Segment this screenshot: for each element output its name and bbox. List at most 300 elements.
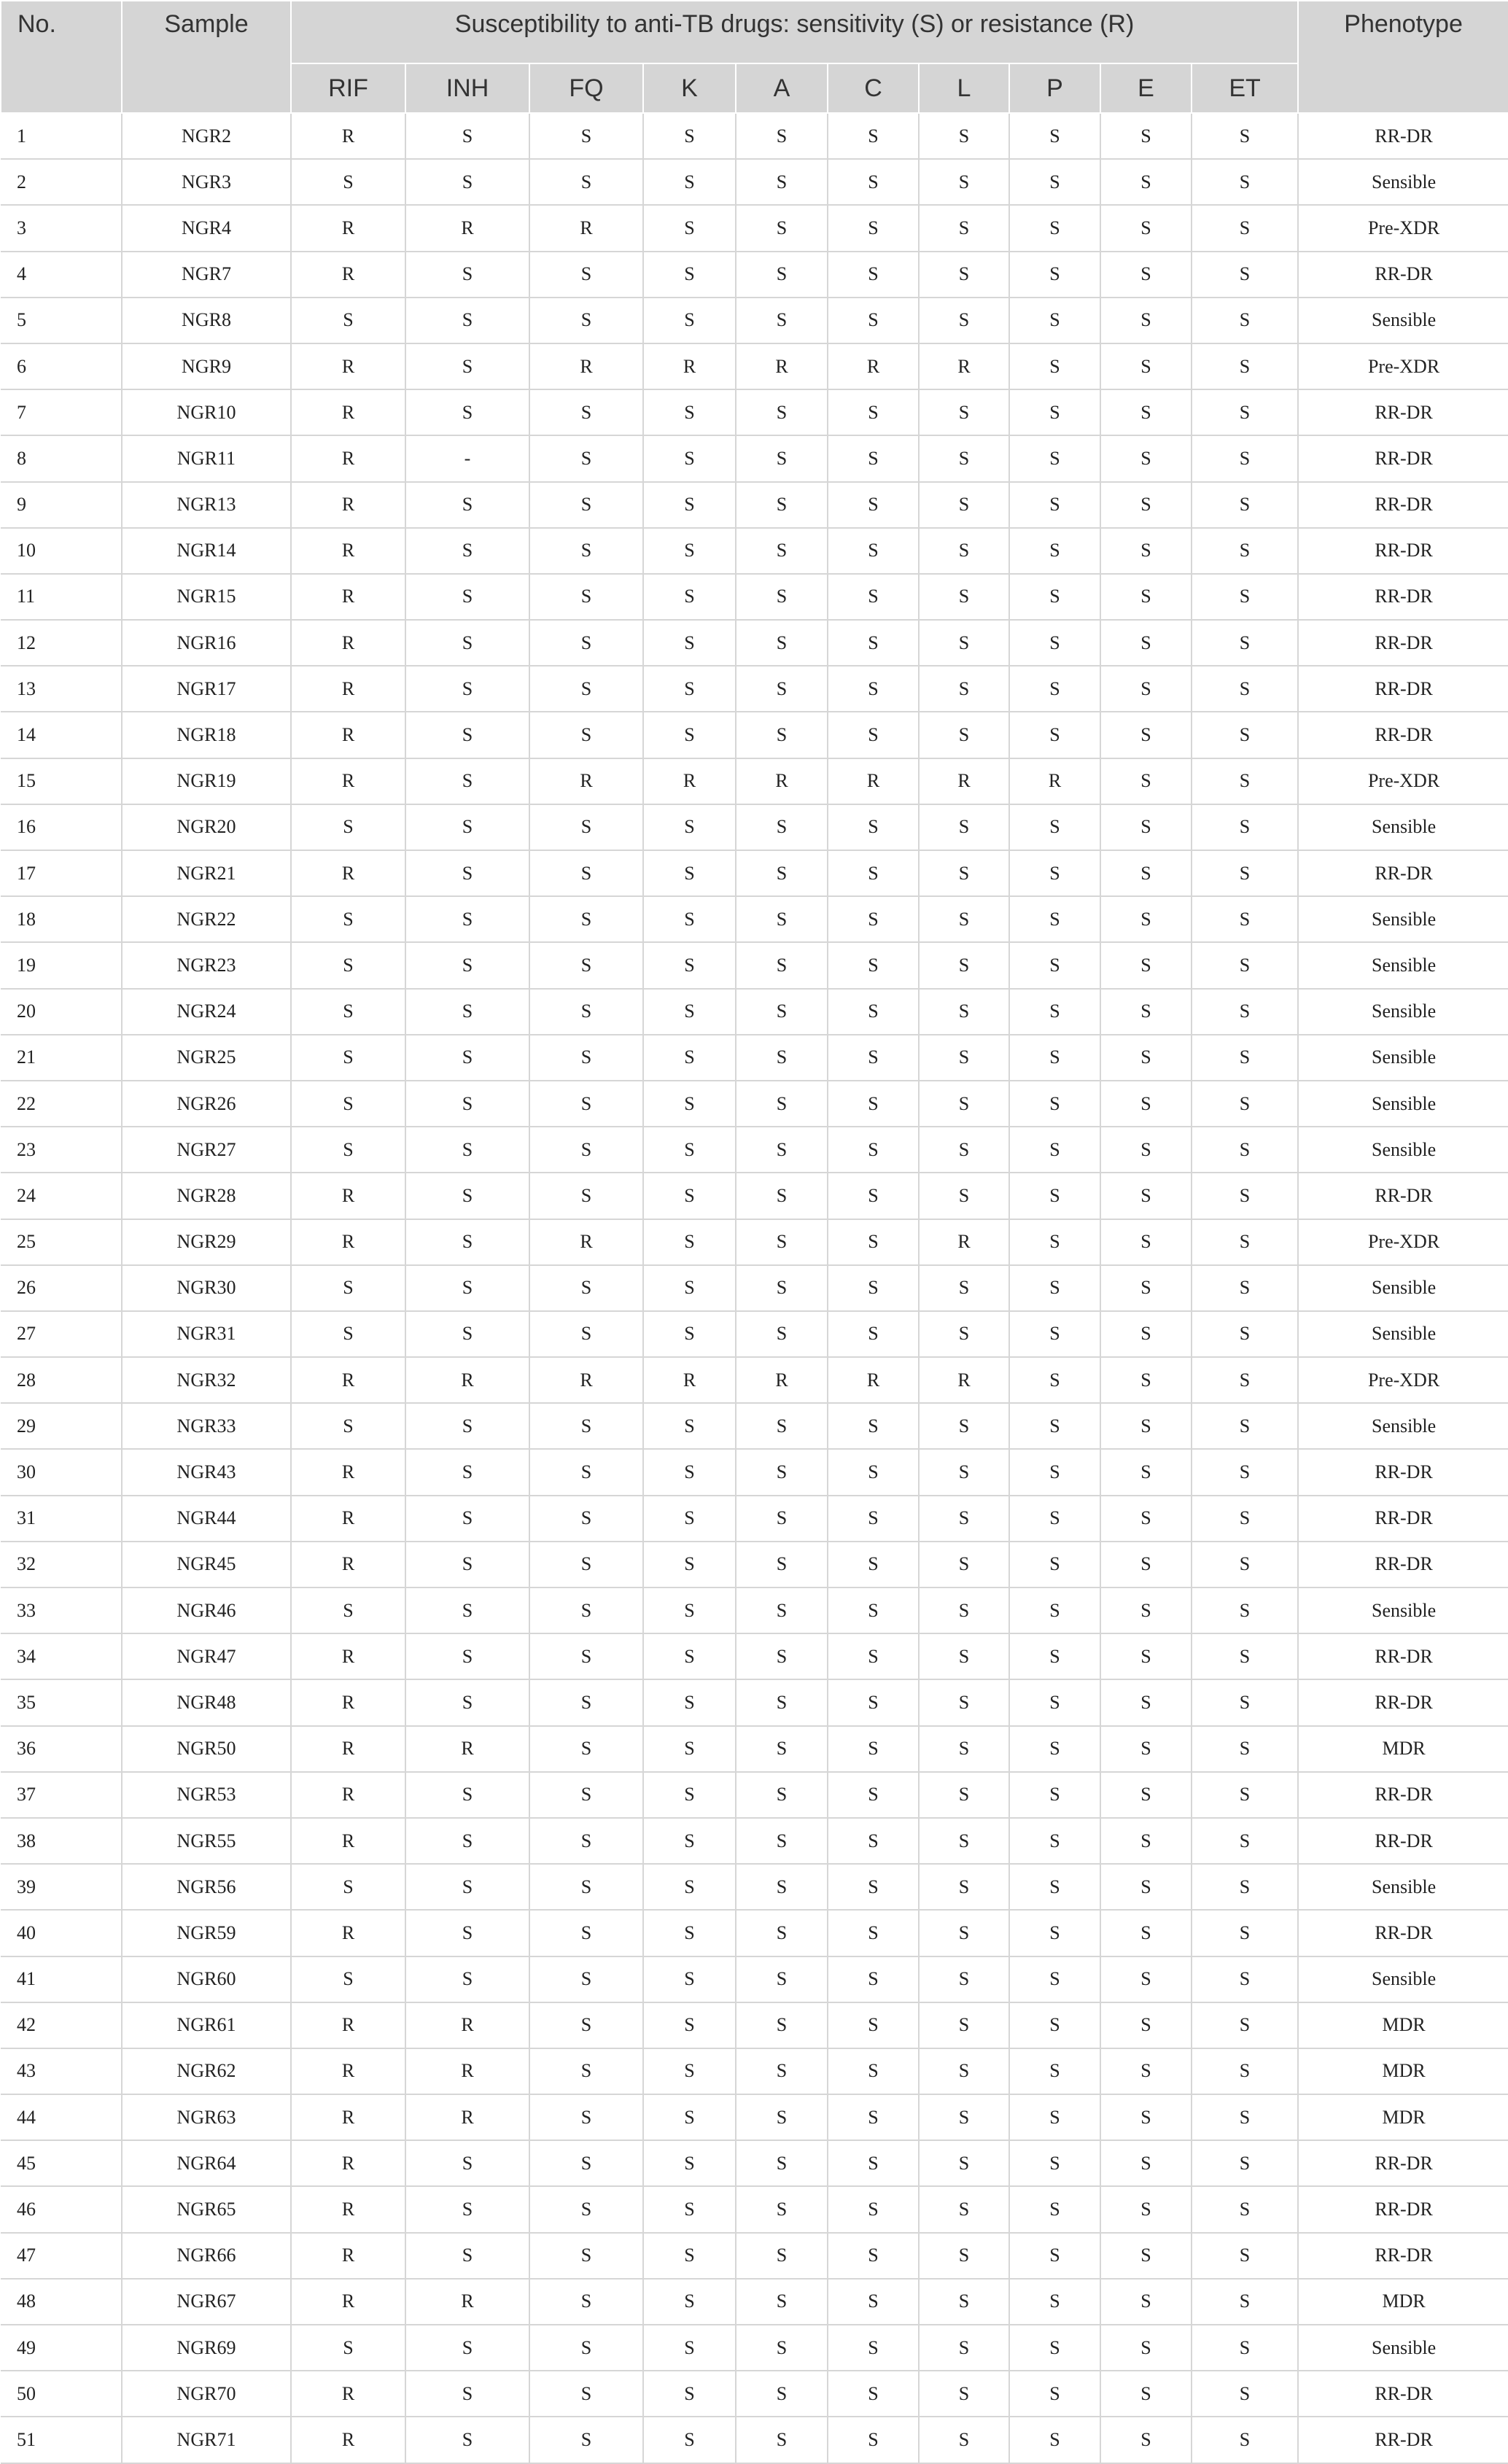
cell-et: S [1192,1035,1298,1081]
cell-inh: R [405,2002,529,2048]
cell-fq: S [529,2325,643,2371]
cell-phenotype: RR-DR [1298,2417,1508,2463]
cell-inh: R [405,2094,529,2140]
cell-fq: S [529,2279,643,2325]
cell-fq: S [529,2417,643,2463]
cell-k: S [643,1219,736,1265]
cell-l: S [919,1587,1009,1633]
table-row [1,1772,1508,1818]
table-row [1,1956,1508,2002]
cell-p: S [1009,252,1100,298]
cell-c: S [828,2186,919,2232]
cell-p: S [1009,1496,1100,1542]
cell-no: 42 [1,2002,122,2048]
cell-e: S [1100,1496,1192,1542]
cell-e: S [1100,1910,1192,1956]
cell-p: S [1009,113,1100,159]
cell-phenotype: Sensible [1298,1956,1508,2002]
cell-et: S [1192,804,1298,850]
cell-a: S [736,1403,828,1449]
cell-p: S [1009,298,1100,343]
cell-rif: S [291,1081,405,1127]
cell-k: S [643,1542,736,1587]
cell-phenotype: Sensible [1298,159,1508,205]
cell-et: S [1192,2371,1298,2417]
cell-p: S [1009,435,1100,481]
cell-k: S [643,1726,736,1772]
cell-a: S [736,1219,828,1265]
cell-et: S [1192,666,1298,712]
cell-phenotype: Sensible [1298,896,1508,942]
cell-et: S [1192,2048,1298,2094]
cell-k: S [643,2417,736,2463]
cell-phenotype: RR-DR [1298,1772,1508,1818]
cell-fq: S [529,712,643,758]
cell-k: S [643,1956,736,2002]
cell-fq: S [529,1864,643,1910]
cell-e: S [1100,2186,1192,2232]
cell-a: S [736,435,828,481]
table-row [1,2140,1508,2186]
cell-c: S [828,574,919,620]
cell-c: S [828,113,919,159]
cell-inh: S [405,1633,529,1679]
cell-et: S [1192,113,1298,159]
cell-phenotype: RR-DR [1298,435,1508,481]
cell-inh: S [405,2140,529,2186]
table-row [1,758,1508,804]
cell-l: S [919,298,1009,343]
cell-c: S [828,1311,919,1357]
cell-e: S [1100,574,1192,620]
cell-no: 6 [1,343,122,389]
cell-p: S [1009,896,1100,942]
cell-e: S [1100,389,1192,435]
cell-phenotype: MDR [1298,2048,1508,2094]
cell-rif: R [291,1219,405,1265]
cell-c: S [828,2371,919,2417]
cell-phenotype: RR-DR [1298,666,1508,712]
cell-phenotype: Sensible [1298,298,1508,343]
cell-phenotype: MDR [1298,1726,1508,1772]
cell-a: S [736,804,828,850]
cell-rif: S [291,1311,405,1357]
cell-inh: S [405,2186,529,2232]
cell-e: S [1100,1081,1192,1127]
cell-inh: S [405,1081,529,1127]
cell-et: S [1192,482,1298,528]
cell-c: S [828,2233,919,2279]
cell-rif: R [291,2371,405,2417]
cell-phenotype: Pre-XDR [1298,1357,1508,1403]
cell-c: S [828,1173,919,1219]
cell-e: S [1100,1772,1192,1818]
cell-phenotype: RR-DR [1298,1449,1508,1495]
cell-e: S [1100,528,1192,574]
cell-a: S [736,712,828,758]
cell-e: S [1100,1679,1192,1725]
cell-fq: R [529,343,643,389]
cell-rif: S [291,896,405,942]
cell-a: S [736,2417,828,2463]
cell-k: S [643,482,736,528]
cell-a: S [736,574,828,620]
cell-no: 40 [1,1910,122,1956]
cell-p: S [1009,2094,1100,2140]
table-row [1,1311,1508,1357]
cell-l: S [919,574,1009,620]
cell-no: 16 [1,804,122,850]
cell-sample: NGR16 [122,620,291,666]
cell-no: 11 [1,574,122,620]
cell-k: S [643,896,736,942]
cell-sample: NGR30 [122,1265,291,1311]
cell-inh: S [405,113,529,159]
header-drug-e: E [1100,63,1192,113]
cell-rif: R [291,1679,405,1725]
cell-phenotype: RR-DR [1298,1818,1508,1864]
cell-phenotype: Sensible [1298,942,1508,988]
cell-l: S [919,804,1009,850]
cell-rif: R [291,1726,405,1772]
cell-phenotype: Pre-XDR [1298,758,1508,804]
cell-inh: S [405,389,529,435]
cell-et: S [1192,850,1298,896]
cell-a: S [736,666,828,712]
cell-a: S [736,1035,828,1081]
cell-sample: NGR19 [122,758,291,804]
cell-inh: S [405,343,529,389]
cell-no: 21 [1,1035,122,1081]
cell-no: 33 [1,1587,122,1633]
cell-a: S [736,1679,828,1725]
cell-no: 37 [1,1772,122,1818]
cell-inh: S [405,1818,529,1864]
cell-sample: NGR55 [122,1818,291,1864]
cell-fq: S [529,1496,643,1542]
cell-fq: S [529,1633,643,1679]
cell-no: 26 [1,1265,122,1311]
cell-no: 49 [1,2325,122,2371]
cell-c: S [828,804,919,850]
cell-sample: NGR18 [122,712,291,758]
cell-p: S [1009,620,1100,666]
cell-a: S [736,2140,828,2186]
cell-l: S [919,850,1009,896]
cell-l: S [919,2140,1009,2186]
cell-k: S [643,620,736,666]
cell-a: S [736,252,828,298]
cell-k: S [643,1173,736,1219]
cell-sample: NGR47 [122,1633,291,1679]
cell-a: S [736,1633,828,1679]
cell-phenotype: MDR [1298,2002,1508,2048]
cell-phenotype: MDR [1298,2094,1508,2140]
cell-et: S [1192,1587,1298,1633]
header-drug-et: ET [1192,63,1298,113]
cell-inh: S [405,2325,529,2371]
cell-rif: R [291,666,405,712]
cell-phenotype: RR-DR [1298,482,1508,528]
cell-e: S [1100,1726,1192,1772]
cell-et: S [1192,252,1298,298]
table-row [1,620,1508,666]
cell-p: S [1009,1403,1100,1449]
cell-inh: S [405,1542,529,1587]
cell-l: S [919,1403,1009,1449]
cell-c: S [828,712,919,758]
cell-e: S [1100,1587,1192,1633]
cell-rif: S [291,1403,405,1449]
cell-a: S [736,850,828,896]
cell-no: 3 [1,205,122,251]
table-row [1,850,1508,896]
cell-rif: S [291,159,405,205]
cell-c: S [828,2140,919,2186]
cell-e: S [1100,1956,1192,2002]
cell-no: 24 [1,1173,122,1219]
cell-sample: NGR24 [122,989,291,1035]
cell-sample: NGR8 [122,298,291,343]
table-body [1,113,1508,2463]
cell-rif: R [291,574,405,620]
cell-fq: S [529,389,643,435]
cell-c: S [828,298,919,343]
cell-rif: S [291,1587,405,1633]
cell-l: S [919,1311,1009,1357]
cell-p: S [1009,1633,1100,1679]
cell-fq: S [529,1449,643,1495]
cell-rif: R [291,1910,405,1956]
cell-c: S [828,2002,919,2048]
cell-sample: NGR67 [122,2279,291,2325]
cell-phenotype: Sensible [1298,1311,1508,1357]
cell-c: S [828,1219,919,1265]
cell-p: S [1009,1679,1100,1725]
cell-e: S [1100,666,1192,712]
cell-no: 51 [1,2417,122,2463]
cell-e: S [1100,298,1192,343]
cell-no: 35 [1,1679,122,1725]
cell-l: R [919,1357,1009,1403]
cell-fq: S [529,2371,643,2417]
table-row [1,712,1508,758]
cell-a: S [736,528,828,574]
header-drug-k: K [643,63,736,113]
cell-phenotype: Sensible [1298,1127,1508,1173]
cell-e: S [1100,1542,1192,1587]
cell-fq: S [529,2233,643,2279]
cell-inh: S [405,1864,529,1910]
table-row [1,2002,1508,2048]
table-row [1,2233,1508,2279]
cell-rif: R [291,2279,405,2325]
cell-l: S [919,1910,1009,1956]
cell-rif: R [291,1173,405,1219]
table-row [1,159,1508,205]
cell-phenotype: RR-DR [1298,252,1508,298]
cell-e: S [1100,343,1192,389]
cell-e: S [1100,1311,1192,1357]
table-row [1,1449,1508,1495]
cell-l: S [919,113,1009,159]
cell-e: S [1100,1864,1192,1910]
cell-fq: S [529,666,643,712]
cell-k: S [643,804,736,850]
cell-c: S [828,850,919,896]
cell-fq: S [529,2094,643,2140]
cell-et: S [1192,1173,1298,1219]
cell-k: S [643,1311,736,1357]
cell-a: R [736,758,828,804]
cell-et: S [1192,2002,1298,2048]
cell-p: S [1009,1449,1100,1495]
cell-e: S [1100,1633,1192,1679]
table-row [1,1818,1508,1864]
cell-c: S [828,1587,919,1633]
cell-e: S [1100,620,1192,666]
table-row [1,942,1508,988]
cell-p: S [1009,804,1100,850]
cell-inh: R [405,2048,529,2094]
cell-phenotype: Pre-XDR [1298,1219,1508,1265]
cell-fq: S [529,804,643,850]
cell-no: 17 [1,850,122,896]
cell-inh: S [405,252,529,298]
cell-inh: S [405,1449,529,1495]
cell-no: 18 [1,896,122,942]
cell-e: S [1100,989,1192,1035]
cell-et: S [1192,1357,1298,1403]
cell-inh: S [405,2233,529,2279]
cell-k: S [643,528,736,574]
cell-p: S [1009,1864,1100,1910]
cell-inh: S [405,1496,529,1542]
cell-rif: S [291,1956,405,2002]
cell-et: S [1192,2325,1298,2371]
cell-p: S [1009,1081,1100,1127]
cell-rif: R [291,1542,405,1587]
cell-l: S [919,666,1009,712]
cell-sample: NGR11 [122,435,291,481]
cell-l: S [919,2417,1009,2463]
cell-phenotype: Sensible [1298,1403,1508,1449]
table-row [1,435,1508,481]
cell-l: S [919,482,1009,528]
cell-p: S [1009,1956,1100,2002]
cell-no: 41 [1,1956,122,2002]
cell-l: S [919,2048,1009,2094]
cell-k: S [643,298,736,343]
cell-sample: NGR10 [122,389,291,435]
header-susceptibility-group: Susceptibility to anti-TB drugs: sensitivity (S) or resistance (R) [291,1,1298,63]
cell-sample: NGR70 [122,2371,291,2417]
cell-c: S [828,1496,919,1542]
table-row [1,1403,1508,1449]
cell-e: S [1100,2233,1192,2279]
cell-a: S [736,1956,828,2002]
cell-k: S [643,1864,736,1910]
table-row [1,1910,1508,1956]
header-drug-c: C [828,63,919,113]
header-sample: Sample [122,1,291,113]
cell-k: R [643,1357,736,1403]
table-header [1,1,1508,113]
cell-rif: S [291,942,405,988]
cell-phenotype: RR-DR [1298,712,1508,758]
cell-sample: NGR56 [122,1864,291,1910]
cell-et: S [1192,1772,1298,1818]
cell-fq: S [529,850,643,896]
cell-e: S [1100,113,1192,159]
cell-rif: S [291,1265,405,1311]
cell-fq: R [529,1357,643,1403]
cell-inh: S [405,804,529,850]
cell-et: S [1192,343,1298,389]
cell-e: S [1100,252,1192,298]
cell-e: S [1100,2140,1192,2186]
cell-e: S [1100,804,1192,850]
cell-inh: S [405,666,529,712]
cell-a: S [736,2279,828,2325]
cell-c: S [828,620,919,666]
cell-a: S [736,1496,828,1542]
cell-a: S [736,1127,828,1173]
cell-l: S [919,1127,1009,1173]
cell-k: S [643,2325,736,2371]
cell-c: S [828,2325,919,2371]
cell-k: S [643,1587,736,1633]
cell-rif: R [291,2417,405,2463]
cell-rif: R [291,2048,405,2094]
cell-k: S [643,1679,736,1725]
cell-k: S [643,389,736,435]
cell-l: S [919,712,1009,758]
cell-phenotype: Sensible [1298,804,1508,850]
cell-et: S [1192,1081,1298,1127]
cell-k: S [643,2371,736,2417]
cell-fq: S [529,252,643,298]
cell-c: S [828,1726,919,1772]
cell-k: S [643,2002,736,2048]
cell-a: S [736,2186,828,2232]
cell-e: S [1100,205,1192,251]
cell-rif: R [291,758,405,804]
cell-no: 50 [1,2371,122,2417]
cell-fq: S [529,1081,643,1127]
cell-p: S [1009,1772,1100,1818]
cell-phenotype: RR-DR [1298,1542,1508,1587]
cell-no: 12 [1,620,122,666]
cell-e: S [1100,850,1192,896]
cell-p: S [1009,1219,1100,1265]
cell-no: 44 [1,2094,122,2140]
cell-sample: NGR50 [122,1726,291,1772]
cell-c: S [828,1679,919,1725]
cell-l: S [919,2002,1009,2048]
cell-rif: R [291,435,405,481]
cell-sample: NGR43 [122,1449,291,1495]
cell-rif: S [291,989,405,1035]
cell-fq: S [529,1679,643,1725]
cell-p: S [1009,1726,1100,1772]
cell-p: S [1009,666,1100,712]
cell-et: S [1192,1219,1298,1265]
cell-l: S [919,1496,1009,1542]
cell-no: 9 [1,482,122,528]
cell-l: S [919,1956,1009,2002]
table-row [1,2186,1508,2232]
